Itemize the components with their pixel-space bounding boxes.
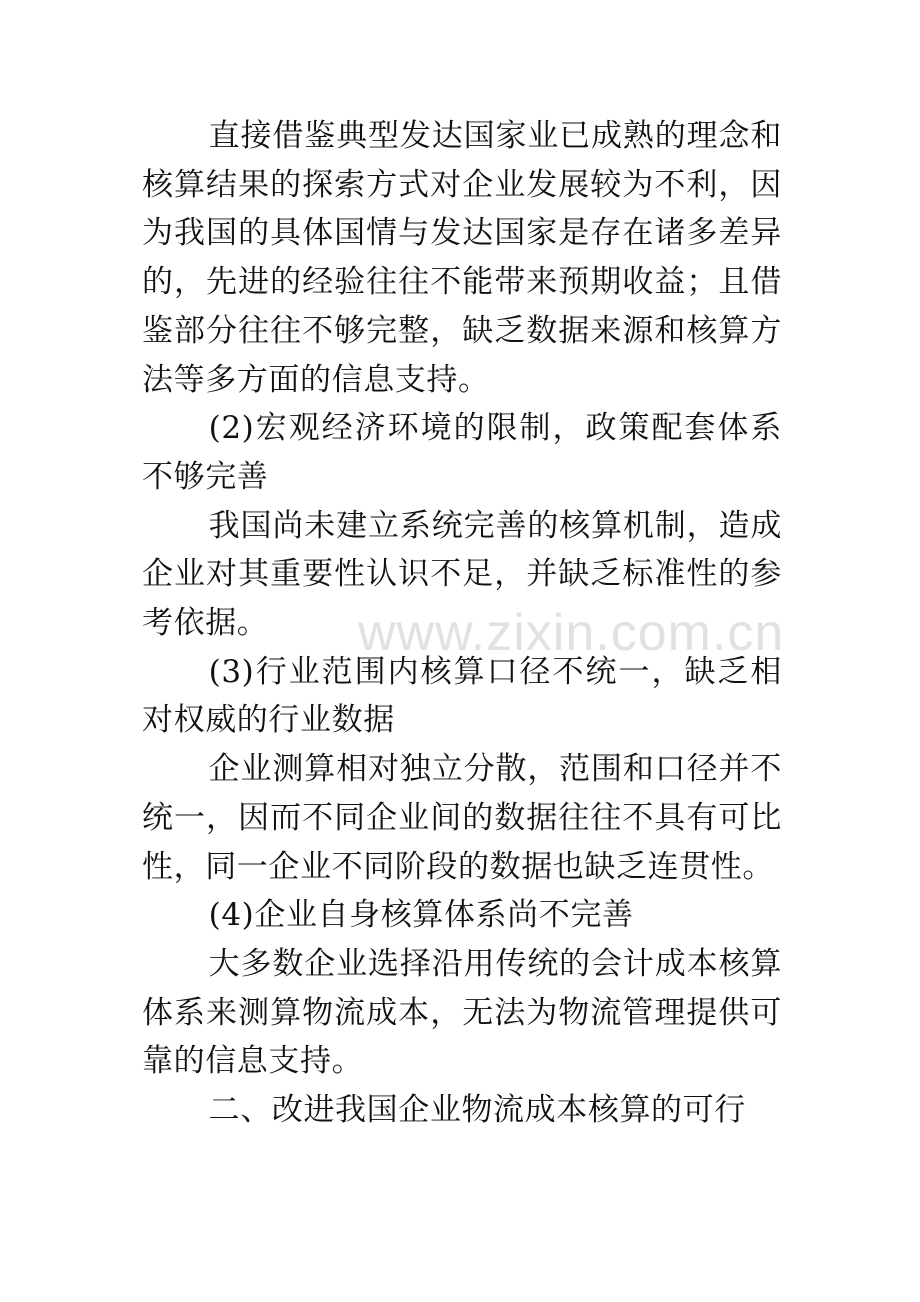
heading-macro-environment: (2)宏观经济环境的限制，政策配套体系不够完善	[142, 410, 782, 495]
watermark: www.zixin.com.cn	[358, 604, 785, 662]
paragraph-traditional-accounting: 大多数企业选择沿用传统的会计成本核算体系来测算物流成本，无法为物流管理提供可靠的信息支持。	[142, 945, 782, 1080]
document-body	[142, 112, 785, 1135]
paragraph-reference-drawbacks: 直接借鉴典型发达国家业已成熟的理念和核算结果的探索方式对企业发展较为不利，因为我国的具体国情与发达国家是存在诸多差异的，先进的经验往往不能带来预期收益；且借鉴部分往往不够完整，缺乏数据来源和核算方法等多方面的信息支持。	[142, 118, 782, 398]
heading-enterprise-system: (4)企业自身核算体系尚不完善	[208, 897, 634, 934]
heading-industry-scope: (3)行业范围内核算口径不统一，缺乏相对权威的行业数据	[142, 653, 782, 739]
paragraph-no-mechanism: 我国尚未建立系统完善的核算机制，造成企业对其重要性认识不足，并缺乏标准性的参考依据。	[142, 507, 782, 642]
paragraph-independent-measurement: 企业测算相对独立分散，范围和口径并不统一，因而不同企业间的数据往往不具有可比性，同一企业不同阶段的数据也缺乏连贯性。	[142, 751, 782, 885]
heading-section-two: 二、改进我国企业物流成本核算的可行	[208, 1092, 746, 1129]
